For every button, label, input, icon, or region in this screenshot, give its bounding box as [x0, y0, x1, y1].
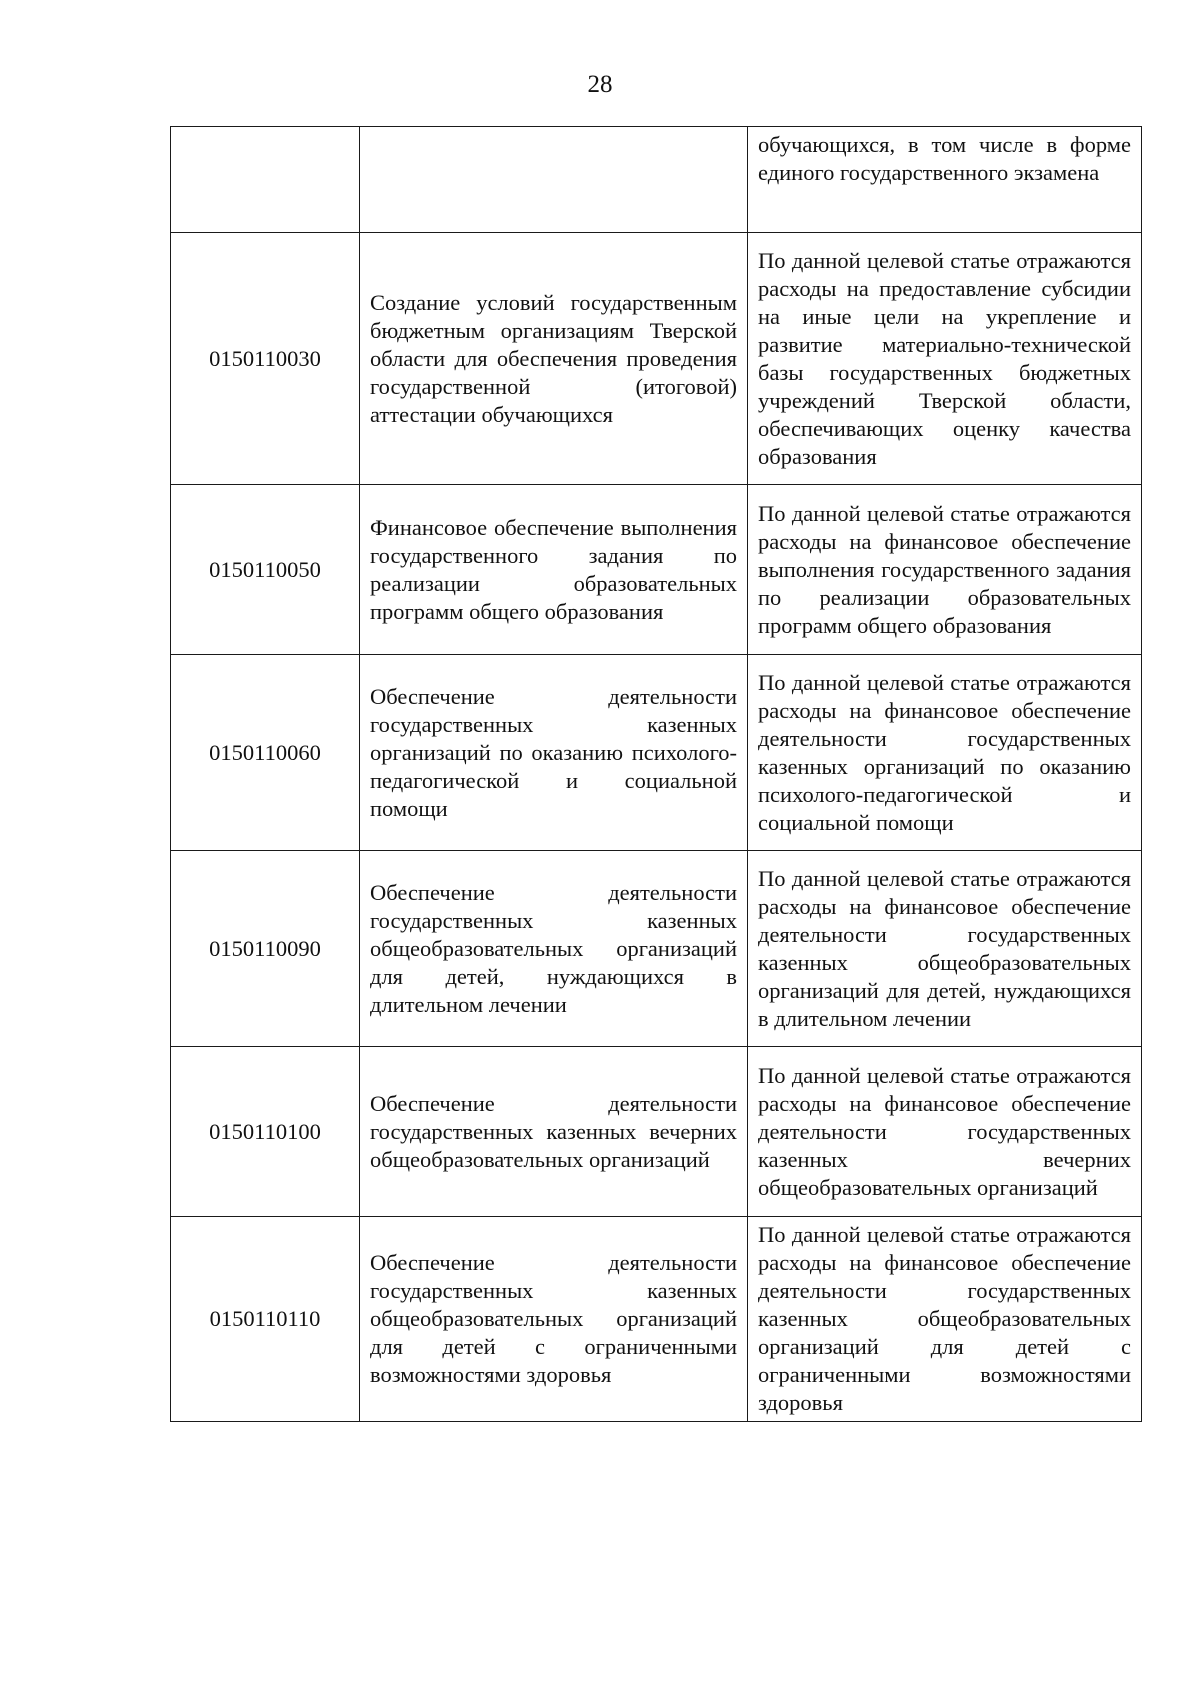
table-row [171, 127, 1142, 233]
name-cell [360, 127, 748, 233]
name-cell: Обеспечение деятельности государственных казенных вечерних общеобразовательных организаций [360, 1047, 748, 1217]
description-cell: По данной целевой статье отражаются расходы на финансовое обеспечение деятельности государственных казенных общеобразовательных организаций для детей с ограниченными возможностями здоровья [748, 1217, 1142, 1422]
code-cell: 0150110110 [171, 1217, 360, 1422]
table-row [171, 233, 1142, 485]
name-cell: Обеспечение деятельности государственных казенных общеобразовательных организаций для детей с ограниченными возможностями здоровья [360, 1217, 748, 1422]
code-cell: 0150110050 [171, 485, 360, 655]
code-cell [171, 127, 360, 233]
table-row [171, 485, 1142, 655]
name-cell: Создание условий государственным бюджетным организациям Тверской области для обеспечения проведения государственной (итоговой) аттестации обучающихся [360, 233, 748, 485]
table-row [171, 1217, 1142, 1422]
description-cell: По данной целевой статье отражаются расходы на финансовое обеспечение деятельности государственных казенных организаций по оказанию психолого-педагогической и социальной помощи [748, 655, 1142, 851]
table-row [171, 851, 1142, 1047]
description-cell: По данной целевой статье отражаются расходы на финансовое обеспечение деятельности государственных казенных вечерних общеобразовательных организаций [748, 1047, 1142, 1217]
name-cell: Финансовое обеспечение выполнения государственного задания по реализации образовательных программ общего образования [360, 485, 748, 655]
budget-items-table [170, 126, 1142, 1422]
name-cell: Обеспечение деятельности государственных казенных организаций по оказанию психолого-педагогической и социальной помощи [360, 655, 748, 851]
code-cell: 0150110100 [171, 1047, 360, 1217]
description-cell: По данной целевой статье отражаются расходы на финансовое обеспечение выполнения государственного задания по реализации образовательных программ общего образования [748, 485, 1142, 655]
table-row [171, 1047, 1142, 1217]
code-cell: 0150110090 [171, 851, 360, 1047]
code-cell: 0150110030 [171, 233, 360, 485]
page-number: 28 [587, 71, 613, 98]
table-row [171, 655, 1142, 851]
code-cell: 0150110060 [171, 655, 360, 851]
description-cell: По данной целевой статье отражаются расходы на финансовое обеспечение деятельности государственных казенных общеобразовательных организаций для детей, нуждающихся в длительном лечении [748, 851, 1142, 1047]
description-cell: По данной целевой статье отражаются расходы на предоставление субсидии на иные цели на укрепление и развитие материально-технической базы государственных бюджетных учреждений Тверской области, обеспечивающих оценку качества образования [748, 233, 1142, 485]
name-cell: Обеспечение деятельности государственных казенных общеобразовательных организаций для детей, нуждающихся в длительном лечении [360, 851, 748, 1047]
description-cell: обучающихся, в том числе в форме единого государственного экзамена [748, 127, 1142, 233]
